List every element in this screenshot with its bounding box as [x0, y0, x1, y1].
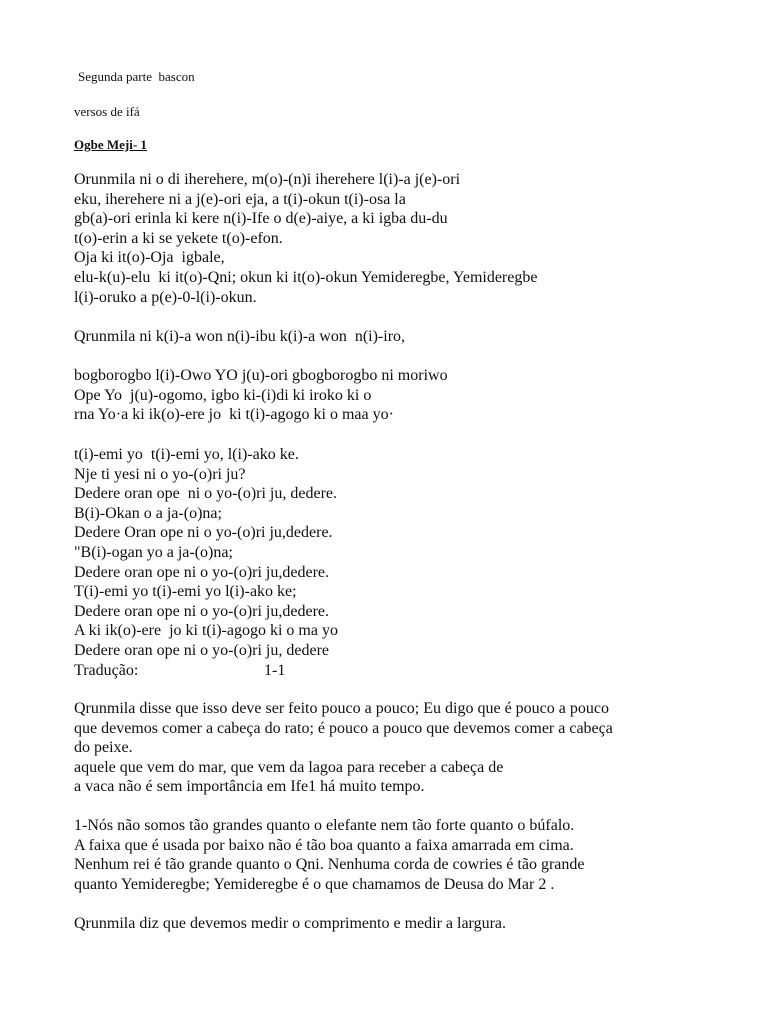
translation-line: Qrunmila disse que isso deve ser feito pouco a pouco; Eu digo que é pouco a pouco: [74, 700, 609, 717]
document-subtitle: versos de ifá: [74, 104, 140, 119]
document-title: Segunda parte bascon: [78, 69, 195, 84]
translation-line: do peixe.: [74, 739, 133, 757]
translation-line: aquele que vem do mar, que vem da lagoa para receber a cabeça de: [74, 758, 504, 776]
translation-line: quanto Yemideregbe; Yemideregbe é o que chamamos de Deusa do Mar 2 .: [74, 875, 555, 893]
verse-line: Dedere Oran ope ni o yo-(o)ri ju,dedere.: [74, 524, 333, 542]
verse-line: Qrunmila ni k(i)-a won n(i)-ibu k(i)-a won n(i)-iro,: [74, 328, 406, 345]
translation-label: Tradução:: [74, 661, 139, 679]
translation-block-3: [74, 914, 506, 934]
verse-line: A ki ik(o)-ere jo ki t(i)-agogo ki o ma yo: [74, 622, 338, 640]
translation-line: que devemos comer a cabeça do rato; é pouco a pouco que devemos comer a cabeça: [74, 719, 613, 737]
verse-block-2: [74, 327, 405, 347]
translation-line: A faixa que é usada por baixo não é tão boa quanto a faixa amarrada em cima.: [74, 836, 574, 854]
verse-line: B(i)-Okan o a ja-(o)na;: [74, 504, 222, 522]
verse-line: bogborogbo l(i)-Owo YO j(u)-ori gbogborogbo ni moriwo: [74, 367, 448, 384]
translation-ref: 1-1: [264, 661, 286, 679]
translation-line: 1-Nós não somos tão grandes quanto o elefante nem tão forte quanto o búfalo.: [74, 817, 575, 834]
verse-line: Dedere oran ope ni o yo-(o)ri ju,dedere.: [74, 563, 329, 581]
verse-line: l(i)-oruko a p(e)-0-l(i)-okun.: [74, 288, 257, 306]
verse-line: gb(a)-ori erinla ki kere n(i)-Ife o d(e)-aiye, a ki igba du-du: [74, 210, 448, 228]
verse-block-3: [74, 366, 448, 425]
translation-line: Qrunmila diz que devemos medir o comprimento e medir a largura.: [74, 915, 507, 932]
verse-line: Dedere oran ope ni o yo-(o)ri ju,dedere.: [74, 602, 329, 620]
verse-line: rna Yo·a ki ik(o)-ere jo ki t(i)-agogo ki o maa yo·: [74, 406, 394, 424]
verse-line: Ope Yo j(u)-ogomo, igbo ki-(i)di ki iroko ki o: [74, 386, 372, 404]
verse-line: t(o)-erin a ki se yekete t(o)-efon.: [74, 229, 283, 247]
translation-line: a vaca não é sem importância em Ife1 há muito tempo.: [74, 778, 425, 796]
translation-block-2: [74, 816, 584, 894]
section-heading: Ogbe Meji- 1: [74, 137, 147, 152]
verse-line: Nje ti yesi ni o yo-(o)ri ju?: [74, 465, 246, 483]
verse-block-4: [74, 445, 338, 680]
translation-block-1: [74, 699, 613, 797]
verse-line: Dedere oran ope ni o yo-(o)ri ju, dedere.: [74, 485, 337, 503]
verse-line: Oja ki it(o)-Oja igbale,: [74, 249, 225, 267]
verse-line: Dedere oran ope ni o yo-(o)ri ju, dedere: [74, 641, 329, 659]
verse-line: Orunmila ni o di iherehere, m(o)-(n)i iherehere l(i)-a j(e)-ori: [74, 171, 461, 188]
translation-line: Nenhum rei é tão grande quanto o Qni. Nenhuma corda de cowries é tão grande: [74, 856, 585, 874]
verse-line: elu-k(u)-elu ki it(o)-Qni; okun ki it(o)-okun Yemideregbe, Yemideregbe: [74, 268, 538, 286]
verse-line: T(i)-emi yo t(i)-emi yo l(i)-ako ke;: [74, 583, 297, 601]
translation-label-row: [74, 661, 338, 681]
verse-block-1: [74, 170, 537, 307]
verse-line: eku, iherehere ni a j(e)-ori eja, a t(i)-okun t(i)-osa la: [74, 190, 406, 208]
verse-line: t(i)-emi yo t(i)-emi yo, l(i)-ako ke.: [74, 446, 299, 463]
verse-line: "B(i)-ogan yo a ja-(o)na;: [74, 543, 233, 561]
